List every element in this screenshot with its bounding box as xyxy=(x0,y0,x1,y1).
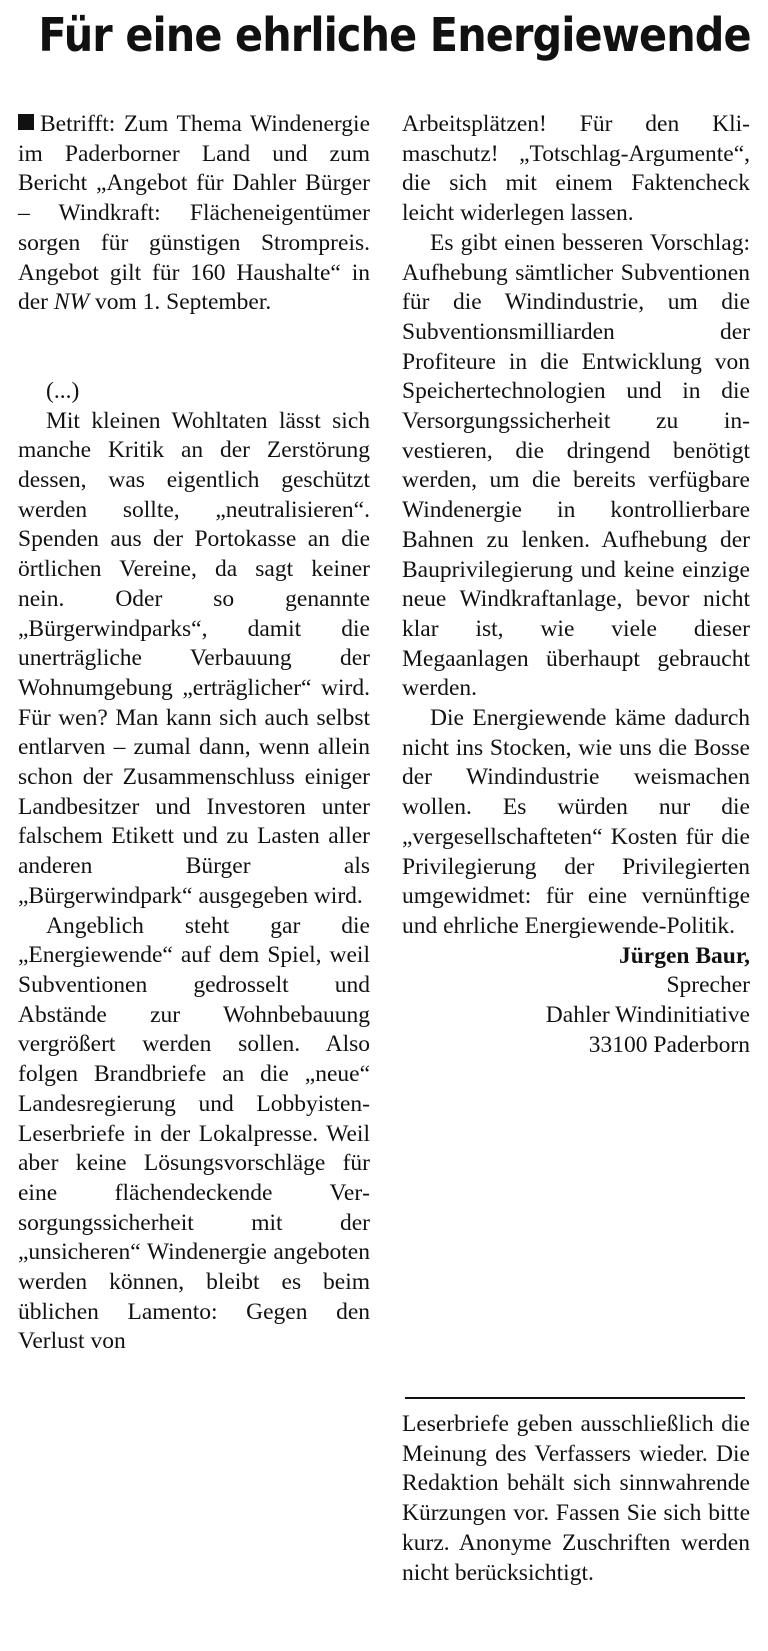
intro-text: Betrifft: Zum Thema Windenergie im Paderborner Land und zum Bericht „Angebot für Dahler Bürger – Windkraft: Flächeneigentümer sorgen für günstigen Strompreis. Angebot gilt für 160 Haushalte“ in der xyxy=(18,111,370,316)
intro-date: vom 1. September. xyxy=(89,289,272,316)
body-paragraph: Die Energiewende käme dadurch nicht ins Stocken, wie uns die Bosse der Windindustrie weismachen wollen. Es würden nur die „vergesellschafteten“ Kosten für die Privilegierung der Privilegierten umgewidmet: für eine vernünftige und ehrliche Energiewende-Politik. xyxy=(402,705,750,939)
article-column-left xyxy=(18,110,370,1357)
author-name: Jürgen Baur, xyxy=(618,942,750,969)
body-paragraph: Arbeitsplätzen! Für den Klimaschutz! „Totschlag-Argumente“, die sich mit einem Faktencheck leicht widerlegen lassen. xyxy=(402,111,750,227)
disclaimer-note: Leserbriefe geben ausschließlich die Meinung des Verfassers wieder. Die Redaktion behält sich sinnwahrende Kürzungen vor. Fassen Sie sich bitte kurz. Anonyme Zuschriften werden nicht berücksichtigt. xyxy=(402,1411,750,1586)
body-paragraph: Es gibt einen besseren Vorschlag: Aufhebung sämtlicher Subventionen für die Windindustrie, um die Subventionsmilliarden der Profiteure in die Entwicklung von Speichertechnologien und in die Versorgungssicherheit zu investieren, die dringend benötigt werden, um die bereits verfügbare Windenergie in kontrollierbare Bahnen zu lenken. Aufhebung der Bauprivilegierung und keine einzige neue Windkraftanlage, bevor nicht klar ist, wie viele dieser Megaanlagen überhaupt gebraucht werden. xyxy=(402,229,750,702)
author-role: Sprecher xyxy=(666,972,750,999)
article-intro xyxy=(18,110,370,318)
intro-source: NW xyxy=(53,289,90,316)
author-city: 33100 Paderborn xyxy=(588,1031,750,1058)
author-organization: Dahler Windinitiative xyxy=(545,1002,750,1029)
headline: Für eine ehrliche Energiewende xyxy=(38,8,751,62)
divider-rule xyxy=(405,1397,745,1399)
signature-block xyxy=(402,942,750,1061)
ellipsis: (...) xyxy=(46,377,80,404)
spacer xyxy=(18,318,370,377)
body-paragraph: Mit kleinen Wohltaten lässt sich manche Kritik an der Zerstörung dessen, was eigentlich geschützt werden sollte, „neutralisieren“. Spenden aus der Portokasse an die örtlichen Vereine, da sagt keiner nein. Oder so genannte „Bürgerwindparks“, damit die unerträgliche Verbauung der Wohnumgebung „erträglicher“ wird. Für wen? Man kann sich auch selbst entlarven – zumal dann, wenn allein schon der Zusammenschluss einiger Landbesitzer und Investoren unter falschem Etikett und zu Lasten aller anderen Bürger als „Bürgerwindpark“ ausgegeben wird. xyxy=(18,407,370,909)
body-paragraph: Angeblich steht gar die „Energiewende“ auf dem Spiel, weil Subventionen gedrosselt und Abstände zur Wohnbebauung vergrößert werden sollen. Also folgen Brandbriefe an die „neue“ Landesregierung und Lobbyisten-Leserbriefe in der Lokalpresse. Weil aber keine Lösungsvorschläge für eine flächendeckende Versorgungssicherheit mit der „unsicheren“ Windenergie angeboten werden können, bleibt es beim üblichen Lamento: Gegen den Verlust von xyxy=(18,912,370,1355)
bullet-square-icon xyxy=(18,114,34,130)
article-column-right xyxy=(402,110,750,1061)
